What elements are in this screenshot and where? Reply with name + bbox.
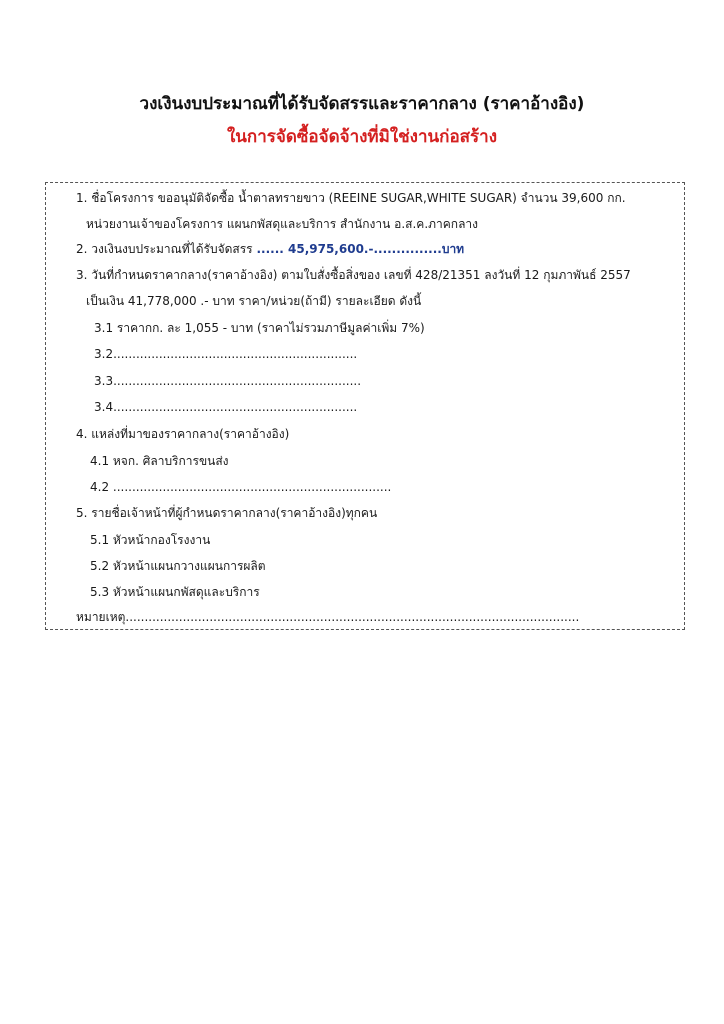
document-title: วงเงินงบประมาณที่ได้รับจัดสรรและราคากลาง (ราคาอ้างอิง)	[139, 94, 585, 114]
item-5-3-official: 5.3 หัวหน้าแผนกพัสดุและบริการ	[90, 585, 260, 599]
item-2-budget-label: 2. วงเงินงบประมาณที่ได้รับจัดสรร	[76, 242, 253, 256]
item-5-1-official: 5.1 หัวหน้ากองโรงงาน	[90, 533, 211, 547]
item-1-owner-unit: หน่วยงานเจ้าของโครงการ แผนกพัสดุและบริการ สำนักงาน อ.ส.ค.ภาคกลาง	[86, 217, 479, 231]
item-3-4: 3.4................................................................	[94, 400, 358, 414]
item-5-officials: 5. รายชื่อเจ้าหน้าที่ผู้กำหนดราคากลาง(ราคาอ้างอิง)ทุกคน	[76, 506, 378, 520]
item-3-1-unit-price: 3.1 ราคากก. ละ 1,055 - บาท (ราคาไม่รวมภาษีมูลค่าเพิ่ม 7%)	[94, 321, 425, 335]
item-2-budget-amount: ...... 45,975,600.-...............บาท	[256, 242, 465, 256]
item-3-reference-date: 3. วันที่กำหนดราคากลาง(ราคาอ้างอิง) ตามใบสั่งซื้อสิ่งของ เลขที่ 428/21351 ลงวันที่ 12 กุมภาพันธ์ 2557	[76, 268, 631, 282]
item-3-3: 3.3.................................................................	[94, 374, 362, 388]
document-subtitle: ในการจัดซื้อจัดจ้างที่มิใช่งานก่อสร้าง	[226, 127, 498, 147]
item-5-2-official: 5.2 หัวหน้าแผนกวางแผนการผลิต	[90, 559, 266, 573]
details-box	[45, 182, 685, 630]
item-1-project-name: 1. ชื่อโครงการ ขออนุมัติจัดซื้อ น้ำตาลทรายขาว (REEINE SUGAR,WHITE SUGAR) จำนวน 39,600 กก.	[76, 191, 626, 205]
item-4-2: 4.2 .........................................................................	[90, 480, 392, 494]
item-4-1-source: 4.1 หจก. ศิลาบริการขนส่ง	[90, 454, 229, 468]
remark: หมายเหตุ.......................................................................................................................	[76, 610, 580, 624]
item-3-2: 3.2................................................................	[94, 347, 358, 361]
item-2-budget	[76, 241, 464, 257]
item-3-amount: เป็นเงิน 41,778,000 .- บาท ราคา/หน่วย(ถ้ามี) รายละเอียด ดังนี้	[86, 294, 422, 308]
item-4-price-source: 4. แหล่งที่มาของราคากลาง(ราคาอ้างอิง)	[76, 427, 290, 441]
